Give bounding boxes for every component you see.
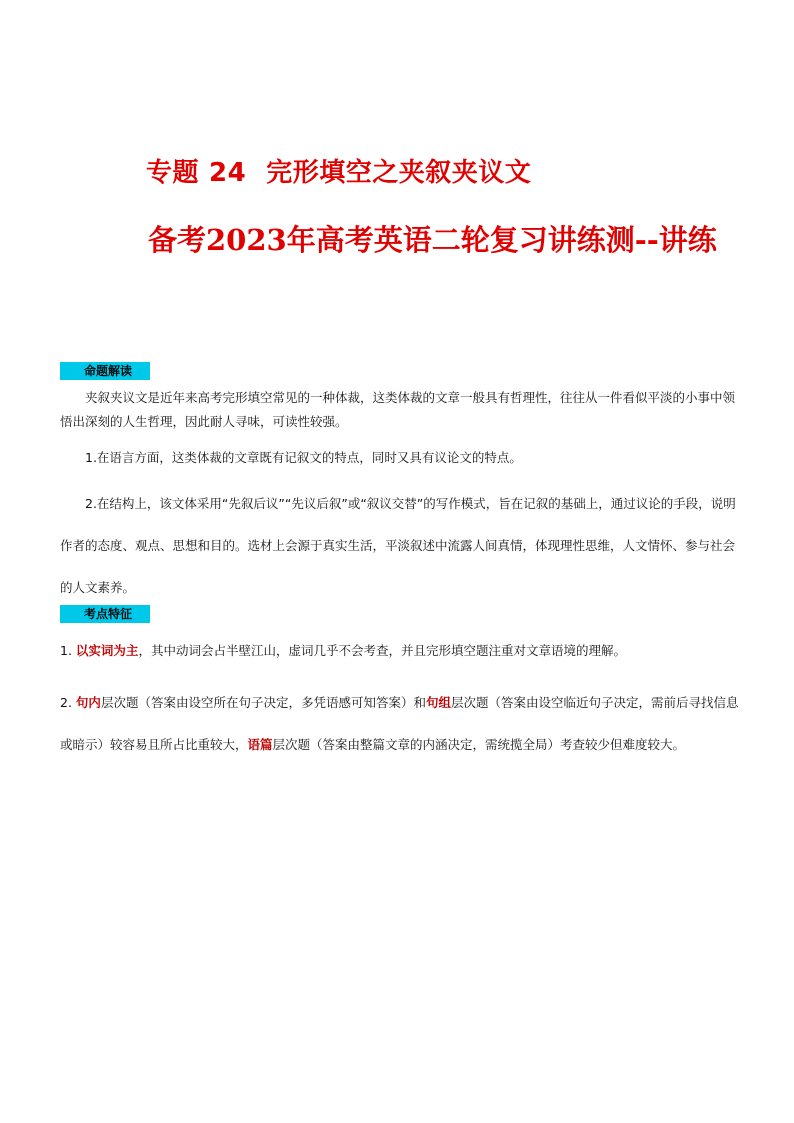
- point-1-paragraph: 1.在语言方面，这类体裁的文章既有记叙文的特点，同时又具有议论文的特点。: [85, 450, 522, 465]
- feature-1-highlight: 以实词为主: [75, 643, 139, 658]
- title-number: 24: [209, 158, 247, 188]
- section-badge-mingti: 命题解读: [60, 362, 150, 380]
- title-prefix: 专题: [146, 158, 200, 188]
- intro-paragraph: 夹叙夹议文是近年来高考完形填空常见的一种体裁，这类体裁的文章一般具有哲理性，往往从一件看似平淡的小事中领悟出深刻的人生哲理，因此耐人寻味，可读性较强。: [60, 390, 736, 429]
- page-title: [146, 152, 531, 189]
- feature-2-text-1: 层次题（答案由设空所在句子决定，多凭语感可知答案）和: [100, 695, 426, 710]
- section-badge-kaodian: 考点特征: [60, 605, 150, 623]
- feature-2-paragraph: [60, 682, 740, 766]
- feature-1-text: ，其中动词会占半壁江山，虚词几乎不会考查，并且完形填空题注重对文章语境的理解。: [138, 643, 626, 658]
- feature-1-paragraph: [60, 641, 740, 661]
- feature-2-highlight-2: 句组: [425, 695, 451, 710]
- point-2-paragraph: 2.在结构上，该文体采用“先叙后议”“先议后叙”或“叙议交替”的写作模式，旨在记叙的基础上，通过议论的手段，说明作者的态度、观点、思想和目的。选材上会源于真实生活，平淡叙述中流露人间真情，体现理性思维，人文情怀、参与社会的人文素养。: [60, 496, 736, 595]
- feature-2-highlight-1: 句内: [75, 695, 101, 710]
- title-main: 完形填空之夹叙夹议文: [266, 158, 532, 188]
- feature-2-highlight-3: 语篇: [247, 737, 273, 752]
- feature-2-text-2: 层次题（答案由设空临近句子决定，需前后寻找信息或暗示）较容易且所占比重较大，: [60, 695, 739, 752]
- feature-2-text-3: 层次题（答案由整篇文章的内涵决定，需统揽全局）考查较少但难度较大。: [272, 737, 686, 752]
- page-subtitle: 备考2023年高考英语二轮复习讲练测--讲练: [148, 223, 717, 257]
- feature-2-number: 2.: [60, 695, 72, 710]
- feature-1-number: 1.: [60, 643, 72, 658]
